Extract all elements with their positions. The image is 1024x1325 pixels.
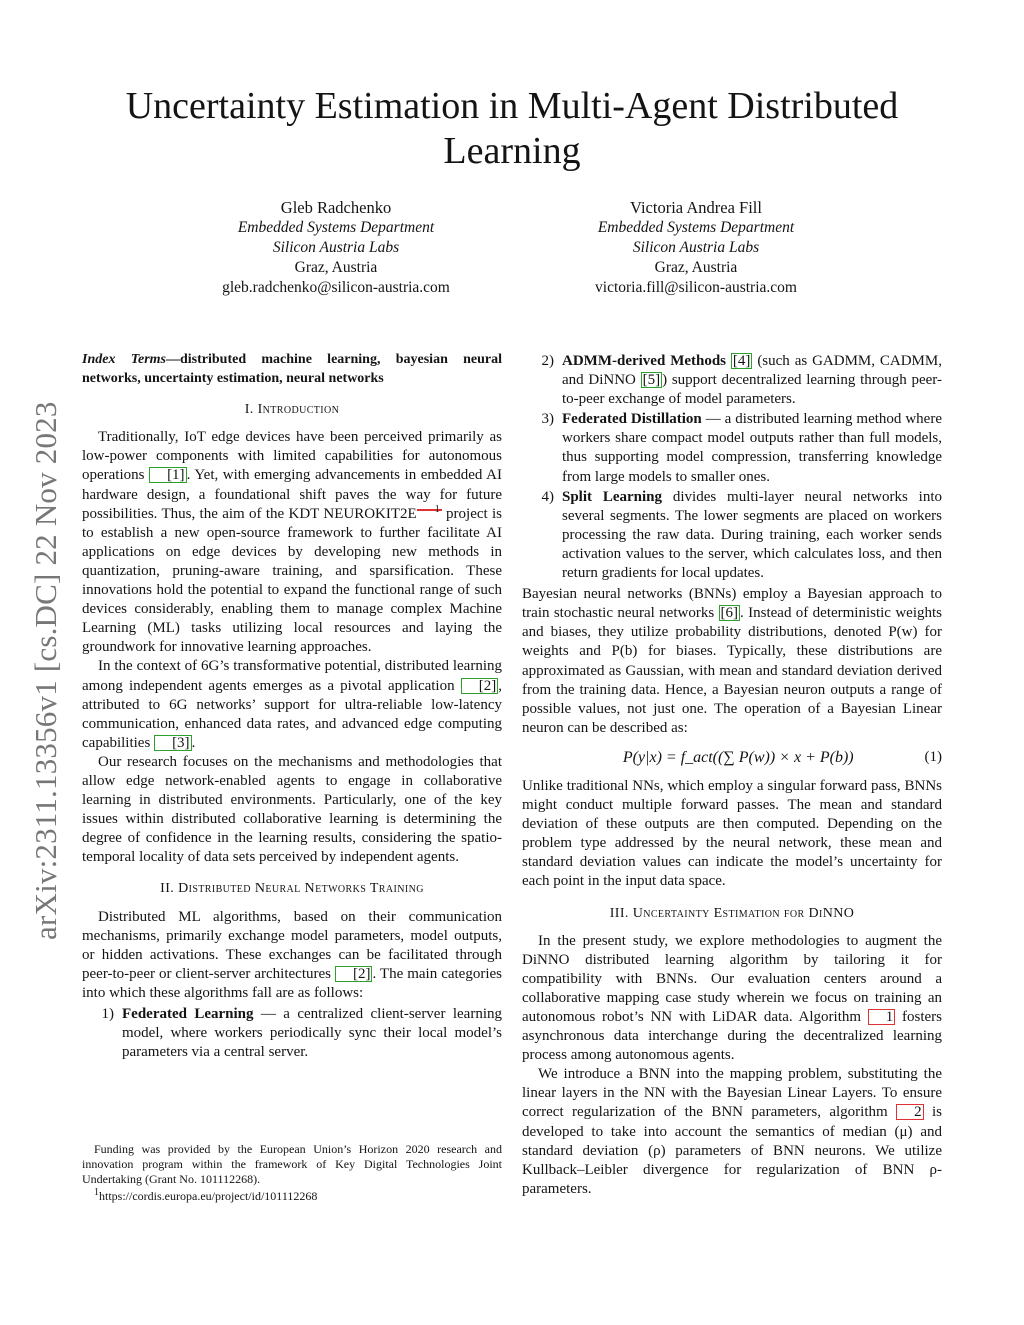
author-org: Silicon Austria Labs (272, 239, 400, 256)
left-column (82, 350, 502, 1064)
algorithm-category-list (82, 1005, 502, 1062)
citation-link[interactable]: [6] (720, 605, 739, 622)
index-terms-text: —distributed machine learning, bayesian neural networks, uncertainty estimation, neural networks (82, 352, 503, 387)
citation-link[interactable]: [5] (642, 372, 661, 389)
author-block-1 (156, 198, 516, 298)
author-city: Graz, Austria (294, 259, 378, 276)
citation-link[interactable]: [4] (732, 353, 751, 369)
citation-link[interactable]: [3] (154, 735, 192, 751)
author-email: gleb.radchenko@silicon-austria.com (222, 279, 450, 296)
equation-number: (1) (924, 748, 942, 765)
list-item: 1) Federated Learning — a centralized client-server learning model, where workers periodically sync their local model’s parameters via a central server. (101, 1006, 502, 1061)
author-org: Silicon Austria Labs (632, 239, 760, 256)
footnote-url[interactable]: https://cordis.europa.eu/project/id/101112268 (99, 1189, 318, 1203)
after-equation-paragraph: Unlike traditional NNs, which employ a singular forward pass, BNNs might conduct multiple forward passes. The mean and standard deviation of these outputs are then computed. Depending on the problem type addressed by the neural network, these mean and standard deviation values can indicate the model’s uncertainty for each point in the input data space. (522, 777, 942, 890)
citation-link[interactable]: [2] (461, 678, 499, 694)
author-dept: Embedded Systems Department (237, 219, 435, 236)
arxiv-identifier: arXiv:2311.13356v1 [cs.DC] 22 Nov 2023 (28, 401, 63, 940)
algorithm-category-list-cont (522, 352, 942, 583)
list-item: 2) ADMM-derived Methods [4] (such as GADMM, CADMM, and DiNNO [5] ) support decentralized learning through peer-to-peer exchange of model parameters. (541, 353, 942, 408)
index-terms (82, 350, 502, 388)
intro-paragraph-2: In the context of 6G’s transformative potential, distributed learning among independent agents emerges as a pivotal application [2] , attributed to 6G networks’ support for ultra-reliable low-latency communication, enhanced data rates, and advanced edge computing capabilities [3] . (82, 658, 502, 751)
section-heading-uncertainty: III. Uncertainty Estimation for DiNNO (609, 905, 855, 921)
algorithm-link[interactable]: 1 (868, 1009, 896, 1025)
right-column (522, 350, 942, 1199)
url-footnote: $^1$https://cordis.europa.eu/project/id/101112268 (94, 1187, 318, 1203)
author-block-2 (516, 198, 876, 298)
uncertainty-paragraph-2: We introduce a BNN into the mapping problem, substituting the linear layers in the NN with the Bayesian Linear Layers. To ensure correct regularization of the BNN parameters, algorithm 2 is developed to take into account the semantics of median (μ) and standard deviation (ρ) parameters of BNN neurons. We utilize Kullback–Leibler divergence for regularization of BNN ρ-parameters. (522, 1066, 942, 1197)
intro-paragraph-1: Traditionally, IoT edge devices have been perceived primarily as low-power components with limited capabilities for autonomous operations [1] . Yet, with emerging advancements in embedded AI hardware design, a foundational shift paves the way for future possibilities. Thus, the aim of the KDT NEUROKIT2E 1 project is to establish a new open-source framework to further facilitate AI applications on edge devices by developing new methods in quantization, pruning-aware training, and sparsification. These innovations hold the potential to expand the functional range of such devices considerably, enabling them to manage complex Machine Learning (ML) tasks utilizing local resources and laying the groundwork for innovative learning approaches. (82, 429, 503, 656)
uncertainty-paragraph-1: In the present study, we explore methodologies to augment the DiNNO distributed learning algorithm by tailoring it for compatibility with BNNs. Our evaluation centers around a collaborative mapping case study wherein we focus on training an autonomous robot’s NN with LiDAR data. Algorithm 1 fosters asynchronous data interchange during the decentralized learning process among autonomous agents. (522, 932, 942, 1064)
dnn-paragraph-1: Distributed ML algorithms, based on their communication mechanisms, primarily exchange model parameters, model outputs, or hidden activations. These exchanges can be facilitated through peer-to-peer or client-server architectures [2] . The main categories into which these algorithms fall are as follows: (82, 908, 502, 1001)
author-email: victoria.fill@silicon-austria.com (595, 279, 797, 296)
author-city: Graz, Austria (654, 259, 738, 276)
section-heading-intro: I. Introduction (244, 402, 340, 418)
footnotes (82, 1142, 502, 1204)
intro-paragraph-3: Our research focuses on the mechanisms and methodologies that allow edge network-enabled agents to engage in collaborative learning in distributed environments. Particularly, one of the key issues within distributed collaborative learning is determining the degree of confidence in the learning results, considering the spatio-temporal locality of data sets perceived by independent agents. (82, 753, 502, 866)
section-heading-dnn: II. Distributed Neural Networks Training (160, 881, 424, 897)
citation-link[interactable]: [1] (149, 467, 187, 483)
list-item: 4) Split Learning divides multi-layer neural networks into several segments. The lower segments are placed on workers processing the raw data. During training, each worker sends activation values to the server, which calculates loss, and then return gradients for local updates. (541, 488, 943, 582)
bnn-paragraph: Bayesian neural networks (BNNs) employ a Bayesian approach to train stochastic neural networks [6] . Instead of deterministic weights and biases, they utilize probability distributions, denoted P(w) for weights and P(b) for biases. Typically, these distributions are approximated as Gaussian, with mean and standard deviation derived from the training data. Hence, a Bayesian neuron outputs a range of possible values, not just one. The operation of a Bayesian Linear neuron can be described as: (522, 586, 942, 736)
list-item: 3) Federated Distillation — a distributed learning method where workers share compact model outputs rather than full models, thus supporting model compression, transferring knowledge from large models to smaller ones. (541, 411, 942, 485)
index-terms-label: Index Terms (82, 352, 166, 367)
author-name: Gleb Radchenko (280, 198, 392, 217)
funding-footnote: Funding was provided by the European Union’s Horizon 2020 research and innovation program within the framework of Key Digital Technologies Joint Undertaking (Grant No. 101112268). (82, 1142, 502, 1186)
author-dept: Embedded Systems Department (597, 219, 795, 236)
algorithm-link[interactable]: 2 (896, 1104, 924, 1120)
author-name: Victoria Andrea Fill (630, 198, 762, 217)
citation-link[interactable]: [2] (335, 966, 373, 982)
equation-formula: P(y|x) = f_act((∑ P(w)) × x + P(b)) (622, 748, 854, 766)
equation-1 (522, 748, 942, 767)
paper-title: Uncertainty Estimation in Multi-Agent Distributed Learning (125, 85, 899, 172)
footnote-link[interactable]: 1 (417, 509, 442, 511)
